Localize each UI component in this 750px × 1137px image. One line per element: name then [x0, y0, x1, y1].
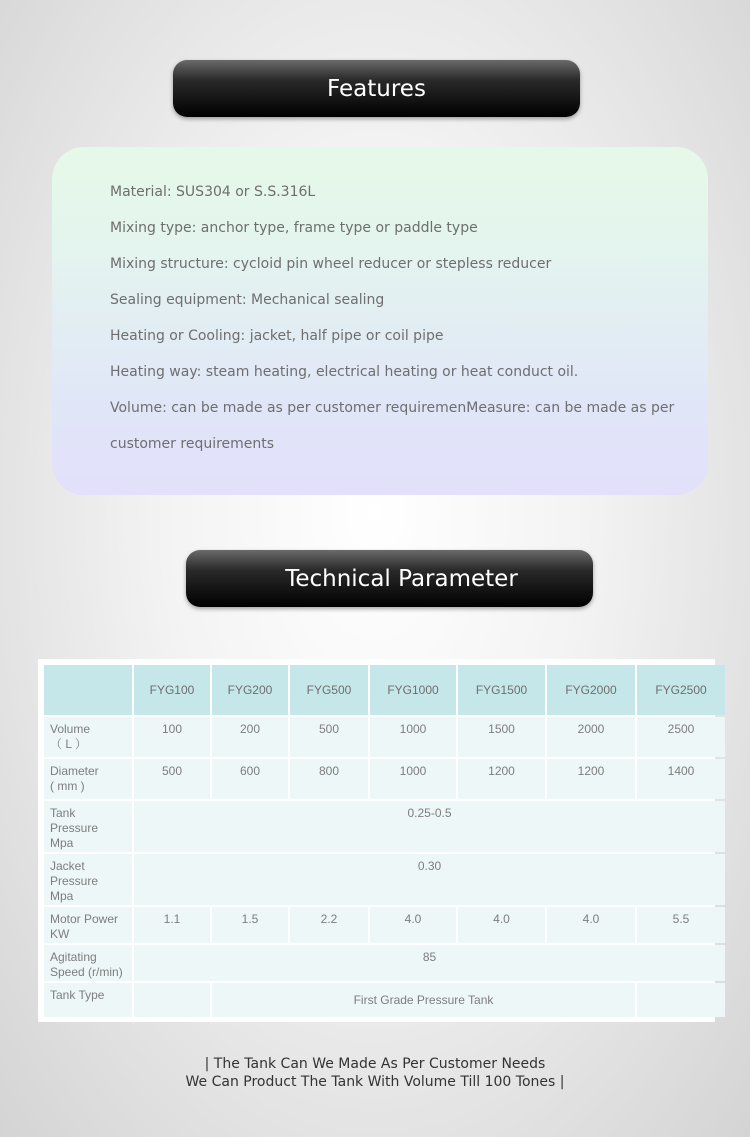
- feature-mixing-type: Mixing type: anchor type, frame type or paddle type: [110, 220, 478, 236]
- header-cell-fyg500: FYG500: [290, 665, 368, 715]
- table-cell: 4.0: [458, 907, 545, 943]
- feature-mixing-structure: Mixing structure: cycloid pin wheel reducer or stepless reducer: [110, 256, 552, 272]
- table-row-tank-type: [44, 983, 725, 1017]
- table-cell: 1200: [547, 759, 635, 799]
- table-cell: 100: [134, 717, 210, 757]
- row-label-tank-pressure: [44, 801, 132, 852]
- table-cell-empty: [134, 983, 210, 1017]
- table-cell: 1000: [370, 759, 456, 799]
- feature-volume: Volume: can be made as per customer requiremenMeasure: can be made as per: [110, 400, 675, 416]
- table-cell-merged: 0.30: [134, 854, 725, 905]
- table-cell: 1000: [370, 717, 456, 757]
- row-label-agitating-speed: [44, 945, 132, 981]
- feature-volume-cont: customer requirements: [110, 436, 275, 452]
- header-cell-fyg2000: FYG2000: [547, 665, 635, 715]
- table-cell: 500: [290, 717, 368, 757]
- table-row-motor-power: [44, 907, 725, 943]
- header-cell-empty: [44, 665, 132, 715]
- footer-line-1: | The Tank Can We Made As Per Customer Needs: [204, 1056, 546, 1072]
- table-cell: 5.5: [637, 907, 725, 943]
- table-cell: 2500: [637, 717, 725, 757]
- table-row-tank-pressure: [44, 801, 725, 852]
- header-cell-fyg1000: FYG1000: [370, 665, 456, 715]
- row-label-agitating-speed-text: Agitating Speed (r/min): [50, 950, 123, 979]
- table-cell-empty: [637, 983, 725, 1017]
- parameter-table-frame: [38, 659, 715, 1022]
- row-label-jacket-pressure: [44, 854, 132, 905]
- table-cell: 1200: [458, 759, 545, 799]
- row-label-jacket-pressure-text: Jacket Pressure Mpa: [50, 859, 99, 903]
- row-label-tank-pressure-text: Tank Pressure Mpa: [50, 806, 99, 850]
- parameter-table: [42, 663, 727, 1019]
- header-cell-fyg2500: FYG2500: [637, 665, 725, 715]
- row-label-tank-type-text: Tank Type: [50, 988, 105, 1002]
- table-cell: 1.1: [134, 907, 210, 943]
- row-label-diameter-text: Diameter ( mm ): [50, 764, 99, 793]
- table-cell: 200: [212, 717, 288, 757]
- features-title: Features: [327, 75, 426, 102]
- feature-heating-way: Heating way: steam heating, electrical heating or heat conduct oil.: [110, 364, 579, 380]
- table-cell: 4.0: [370, 907, 456, 943]
- tech-title: Technical Parameter: [285, 565, 518, 592]
- table-cell: 500: [134, 759, 210, 799]
- tech-title-banner: [186, 550, 593, 607]
- header-cell-fyg200: FYG200: [212, 665, 288, 715]
- row-label-volume-text: Volume （ L ）: [50, 722, 91, 751]
- table-header-row: [44, 665, 725, 715]
- table-row-jacket-pressure: [44, 854, 725, 905]
- footer-note: [0, 1055, 750, 1091]
- header-cell-fyg100: FYG100: [134, 665, 210, 715]
- table-cell-merged: 0.25-0.5: [134, 801, 725, 852]
- footer-line-2: We Can Product The Tank With Volume Till 100 Tones |: [185, 1074, 565, 1090]
- table-cell: 600: [212, 759, 288, 799]
- table-cell: 2.2: [290, 907, 368, 943]
- table-cell: 1.5: [212, 907, 288, 943]
- table-cell-merged: 85: [134, 945, 725, 981]
- row-label-diameter: [44, 759, 132, 799]
- row-label-volume: [44, 717, 132, 757]
- features-panel: [52, 147, 708, 495]
- table-cell: 2000: [547, 717, 635, 757]
- feature-sealing: Sealing equipment: Mechanical sealing: [110, 292, 385, 308]
- table-row-diameter: [44, 759, 725, 799]
- table-cell: 1500: [458, 717, 545, 757]
- table-row-agitating-speed: [44, 945, 725, 981]
- table-cell: 800: [290, 759, 368, 799]
- row-label-tank-type: [44, 983, 132, 1017]
- feature-material: Material: SUS304 or S.S.316L: [110, 184, 316, 200]
- table-cell: 4.0: [547, 907, 635, 943]
- table-cell-merged: First Grade Pressure Tank: [212, 983, 635, 1017]
- row-label-motor-power: [44, 907, 132, 943]
- row-label-motor-power-text: Motor Power KW: [50, 912, 119, 941]
- table-row-volume: [44, 717, 725, 757]
- features-title-banner: [173, 60, 580, 117]
- header-cell-fyg1500: FYG1500: [458, 665, 545, 715]
- table-cell: 1400: [637, 759, 725, 799]
- feature-heating-cooling: Heating or Cooling: jacket, half pipe or coil pipe: [110, 328, 444, 344]
